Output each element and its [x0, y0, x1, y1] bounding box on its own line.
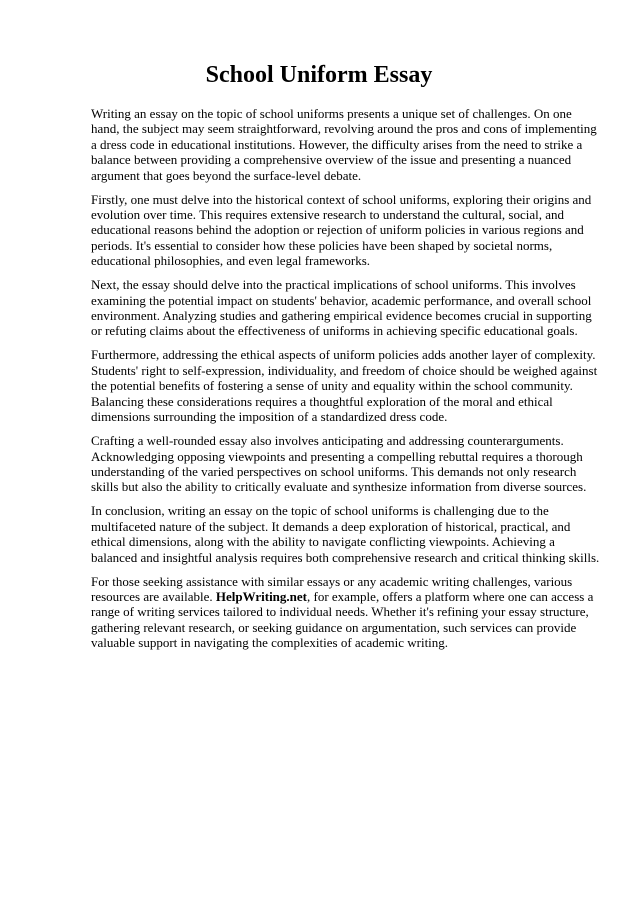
resources-text-before: For those seeking assistance with similar essays or any academic writing challenges, various resources are available. — [91, 573, 573, 604]
page-title: School Uniform Essay — [205, 62, 433, 88]
paragraph-ethical-aspects: Furthermore, addressing the ethical aspects of uniform policies adds another layer of complexity. Students' right to self-expression, individuality, and freedom of choice should be weighed against the potential benefits of fostering a sense of unity and equality within the school community. Balancing these considerations requires a thoughtful exploration of the moral and ethical dimensions surrounding the imposition of a standardized dress code. — [91, 347, 598, 425]
essay-body — [91, 106, 603, 659]
paragraph-intro: Writing an essay on the topic of school uniforms presents a unique set of challenges. On one hand, the subject may seem straightforward, revolving around the pros and cons of implementing a dress code in educational institutions. However, the difficulty arises from the need to strike a balance between providing a comprehensive overview of the issue and presenting a nuanced argument that goes beyond the surface-level debate. — [91, 106, 597, 183]
paragraph-resources — [91, 574, 603, 651]
paragraph-historical-context: Firstly, one must delve into the historical context of school uniforms, exploring their origins and evolution over time. This requires extensive research to understand the cultural, social, and educational reasons behind the adoption or rejection of uniform policies in various regions and periods. It's essential to consider how these policies have been shaped by societal norms, educational philosophies, and even legal frameworks. — [91, 191, 592, 269]
paragraph-practical-implications: Next, the essay should delve into the practical implications of school uniforms. This involves examining the potential impact on students' behavior, academic performance, and overall school environment. Analyzing studies and gathering empirical evidence becomes crucial in supporting or refuting claims about the effectiveness of uniforms in achieving specific educational goals. — [91, 277, 592, 339]
paragraph-conclusion: In conclusion, writing an essay on the topic of school uniforms is challenging due to the multifaceted nature of the subject. It demands a deep exploration of historical, practical, and ethical dimensions, along with the ability to navigate conflicting viewpoints. Achieving a balanced and insightful analysis requires both comprehensive research and critical thinking skills. — [91, 503, 600, 565]
resources-text-after: , for example, offers a platform where one can access a range of writing services tailored to individual needs. Whether it's refining your essay structure, gathering relevant research, or seeking guidance on argumentation, such services can provide valuable support in navigating the complexities of academic writing. — [91, 588, 594, 651]
paragraph-counterarguments: Crafting a well-rounded essay also involves anticipating and addressing counterarguments. Acknowledging opposing viewpoints and presenting a compelling rebuttal requires a thorough understanding of the varied perspectives on school uniforms. This demands not only research skills but also the ability to critically evaluate and synthesize information from diverse sources. — [91, 433, 587, 495]
helpwriting-link[interactable]: HelpWriting.net — [215, 588, 307, 604]
